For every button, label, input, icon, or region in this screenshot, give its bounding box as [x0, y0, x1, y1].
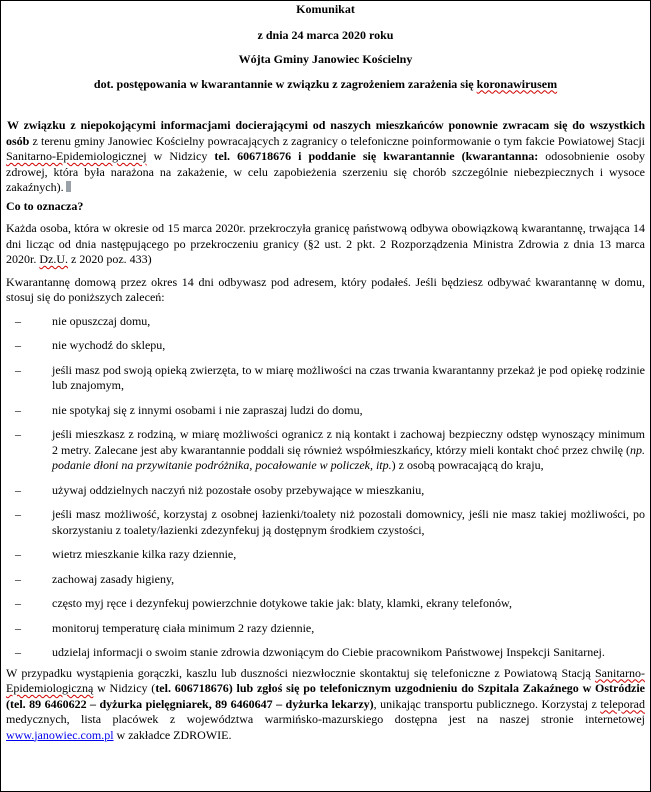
list-item — [6, 363, 645, 394]
list-item — [6, 403, 645, 419]
contact-text-3: , unikając transportu publicznego. Korzystaj z — [373, 696, 601, 711]
contact-bold: tel. 606718676) lub zgłoś się po telefonicznym uzgodnieniu do Szpitala Zakaźnego w Ostródzie (tel. 89 6460622 – dyżurka pielęgniarek, 89 6460647 – dyżurka lekarzy) — [6, 681, 645, 711]
list-dash: – — [15, 571, 21, 586]
list-item-text: udzielaj informacji o swoim stanie zdrowia dzwoniącym do Ciebie pracownikom Państwowej Inspekcji Sanitarnej. — [52, 645, 605, 659]
list-item-text: ) z osobą powracającą do kraju, — [391, 458, 544, 472]
list-item — [6, 507, 645, 538]
contact-spellcheck-word: teleporad — [600, 696, 645, 711]
list-item — [6, 314, 645, 330]
contact-spellcheck-word: Sanitarno-Epidemiologiczną — [6, 665, 645, 695]
list-dash: – — [15, 482, 21, 497]
recommendations-list — [6, 314, 645, 661]
intro-text-2: w Nidzicy — [146, 149, 215, 163]
list-dash: – — [15, 362, 21, 377]
list-dash: – — [15, 596, 21, 610]
intro-text-1: z terenu gminy Janowiec Kościelny powracających z zagranicy o telefoniczne poinformowanie o tym fakcie Powiatowej Stacji — [29, 133, 645, 148]
quarantine-spellcheck-word: Dz.U. — [39, 252, 69, 266]
intro-paragraph — [6, 118, 645, 196]
list-item — [6, 596, 645, 612]
list-item — [6, 483, 645, 499]
list-dash: – — [15, 547, 21, 561]
list-item-text: używaj oddzielnych naczyń niż pozostałe osoby przebywające w mieszkaniu, — [52, 482, 425, 497]
announcement — [6, 1, 645, 743]
list-dash: – — [15, 427, 21, 441]
intro-bold-2: tel. 606718676 i poddanie się kwarantannie (kwarantanna: — [214, 149, 539, 163]
intro-spellcheck-word: Sanitarno-Epidemiologicznej — [6, 149, 147, 163]
list-item-text: jeśli masz możliwość, korzystaj z osobnej łazienki/toalety niż pozostali domownicy, jeśli nie masz takiej możliwości, po skorzystaniu z toalety/łazienki zdezynfekuj ją dostępnym środkiem czystości, — [52, 507, 645, 537]
list-item-text: jeśli masz pod swoją opieką zwierzęta, to w miarę możliwości na czas trwania kwarantanny przekaż je pod opiekę rodzinie lub znajomym, — [52, 362, 645, 392]
intro-text-3: odosobnienie osoby zdrowej, która była narażona na zakażenie, w celu zapobieżenia szerzeniu się chorób szczególnie niebezpiecznych i wysoce zakaźnych). — [6, 149, 645, 194]
list-item-text: jeśli mieszkasz z rodziną, w miarę możliwości ogranicz z nią kontakt i zachowaj bezpieczny odstęp wynoszący minimum 2 metry. Zalecane jest aby kwarantannie poddali się również współmieszkańcy, którzy mieli kontakt choć przez chwilę ( — [52, 427, 645, 457]
list-item-text: nie wychodź do sklepu, — [52, 338, 166, 352]
list-item-text: monitoruj temperaturę ciała minimum 2 razy dziennie, — [52, 620, 315, 635]
home-quarantine-paragraph: Kwarantannę domową przez okres 14 dni odbywasz pod adresem, który podałeś. Jeśli będziesz odbywać kwarantannę w domu, stosuj się do poniższych zaleceń: — [6, 274, 645, 304]
list-item-text: nie spotykaj się z innymi osobami i nie zapraszaj ludzi do domu, — [52, 402, 363, 417]
header-subject-text: dot. postępowania w kwarantannie w związku z zagrożeniem zarażenia się — [93, 76, 477, 91]
list-item — [6, 621, 645, 637]
list-item-text: zachowaj zasady higieny, — [52, 571, 175, 586]
list-item — [6, 427, 645, 474]
header-subject — [6, 77, 645, 93]
quarantine-text-1: Każda osoba, która w okresie od 15 marca 2020r. przekroczyła granicę państwową odbywa obowiązkową kwarantannę, trwająca 14 dni licząc od dnia następującego po przekroczeniu granicy (§2 ust. 2 pkt. 2 Rozporządzenia Ministra Zdrowia z dnia 13 marca 2020r. — [6, 221, 645, 266]
contact-text-4: medycznych, lista placówek z województwa warmińsko-mazurskiego dostępna jest na naszej stronie internetowej — [6, 712, 645, 726]
website-link[interactable]: www.janowiec.com.pl — [6, 727, 114, 742]
header-date: z dnia 24 marca 2020 roku — [257, 27, 394, 42]
intro-bold-1: W związku z niepokojącymi informacjami docierającymi od naszych mieszkańców ponownie zwracam się do wszystkich osób — [6, 118, 645, 148]
quarantine-text-2: z 2020 poz. 433) — [68, 252, 152, 266]
contact-text-2: w Nidzicy ( — [93, 681, 156, 695]
header-author: Wójta Gminy Janowiec Kościelny — [238, 52, 413, 66]
list-item-italic: np. podanie dłoni na przywitanie podróżnika, pocałowanie w policzek, itp. — [52, 442, 645, 472]
list-item-text: często myj ręce i dezynfekuj powierzchnie dotykowe takie jak: blaty, klamki, ekrany telefonów, — [52, 596, 512, 610]
list-item — [6, 645, 645, 661]
quarantine-paragraph — [6, 221, 645, 268]
list-dash: – — [15, 338, 21, 352]
header-title: Komunikat — [296, 2, 355, 16]
section-question: Co to oznacza? — [6, 198, 84, 213]
text-cursor — [66, 181, 71, 192]
list-dash: – — [15, 402, 21, 417]
contact-text-1: W przypadku wystąpienia gorączki, kaszlu lub duszności niezwłocznie skontaktuj się telefoniczne z Powiatową Stacją — [6, 665, 595, 680]
list-dash: – — [15, 645, 21, 659]
list-dash: – — [15, 313, 21, 328]
list-item-text: wietrz mieszkanie kilka razy dziennie, — [52, 547, 237, 561]
contact-text-5: w zakładce ZDROWIE. — [113, 727, 232, 742]
contact-paragraph — [6, 666, 645, 744]
list-dash: – — [15, 507, 21, 521]
list-item-text: nie opuszczaj domu, — [52, 313, 151, 328]
list-dash: – — [15, 620, 21, 635]
list-item — [6, 338, 645, 354]
announcement-header — [6, 2, 645, 92]
spellcheck-word: koronawirusem — [476, 76, 558, 91]
list-item — [6, 547, 645, 563]
list-item — [6, 572, 645, 588]
